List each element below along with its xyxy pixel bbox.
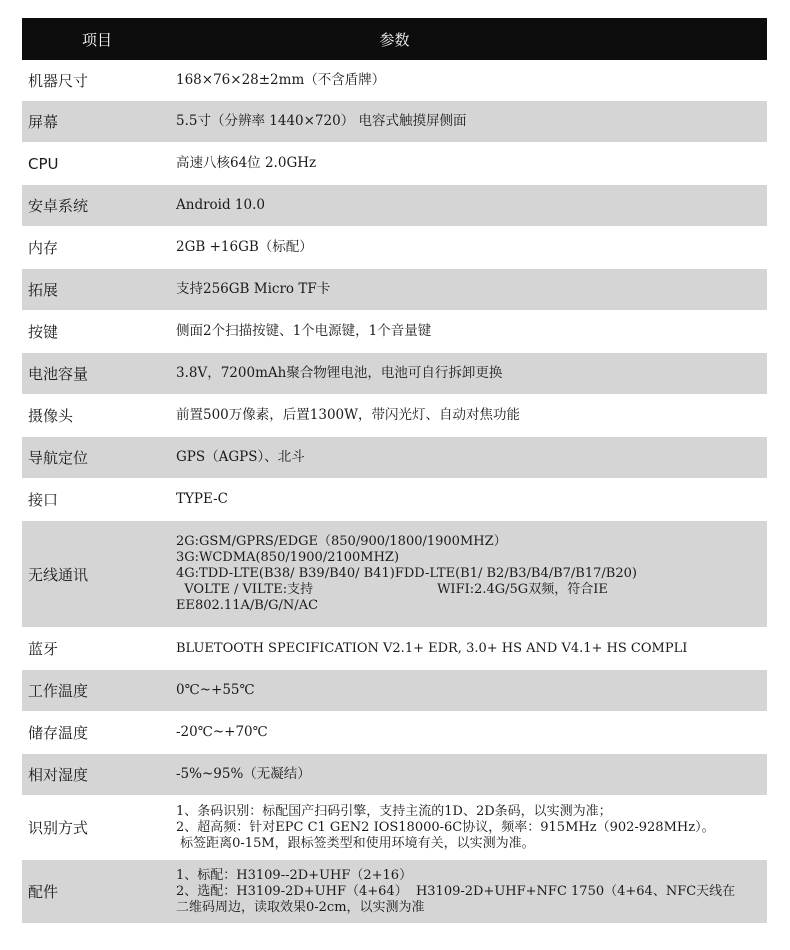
row-value: 0℃~+55℃ xyxy=(176,682,255,698)
table-row xyxy=(22,269,767,311)
row-label: 摄像头 xyxy=(28,407,74,425)
row-label: 识别方式 xyxy=(28,819,89,837)
row-value: 1、标配：H3109--2D+UHF（2+16） 2、选配：H3109-2D+UHF（4+64） H3109-2D+UHF+NFC 1750（4+64、NFC天线在 二维码周边，读取效果0-2cm，以实测为准 xyxy=(176,867,736,915)
row-label: 接口 xyxy=(28,491,59,509)
row-label: 电池容量 xyxy=(28,365,89,383)
row-label: 工作温度 xyxy=(28,682,89,700)
row-label: 内存 xyxy=(28,239,59,257)
table-row xyxy=(22,628,767,670)
row-label: 配件 xyxy=(28,883,59,901)
row-value: 3.8V，7200mAh聚合物锂电池，电池可自行拆卸更换 xyxy=(176,365,503,381)
row-value: 2G:GSM/GPRS/EDGE（850/900/1800/1900MHZ） 3G:WCDMA(850/1900/2100MHZ) 4G:TDD-LTE(B38/ B39/B40/ B41)FDD-LTE(B1/ B2/B3/B4/B7/B17/B20) VOLTE / VILTE:支持 WIFI:2.4G/5G双频，符合IE EE802.11A/B/G/N/AC xyxy=(176,534,637,613)
row-value: TYPE-C xyxy=(176,491,228,507)
table-row xyxy=(22,101,767,143)
row-label: CPU xyxy=(28,154,59,173)
row-value: 2GB +16GB（标配） xyxy=(176,239,313,255)
table-row xyxy=(22,185,767,227)
row-label: 相对湿度 xyxy=(28,766,89,784)
table-row xyxy=(22,227,767,269)
table-row xyxy=(22,754,767,796)
row-label: 安卓系统 xyxy=(28,197,89,215)
row-label: 导航定位 xyxy=(28,449,89,467)
table-row xyxy=(22,860,767,924)
table-row xyxy=(22,796,767,860)
table-row xyxy=(22,670,767,712)
table-row xyxy=(22,521,767,628)
row-value: 侧面2个扫描按键、1个电源键，1个音量键 xyxy=(176,323,432,339)
row-value: 5.5寸（分辨率 1440×720） 电容式触摸屏侧面 xyxy=(176,113,467,129)
row-value: 前置500万像素，后置1300W，带闪光灯、自动对焦功能 xyxy=(176,407,520,423)
row-label: 储存温度 xyxy=(28,724,89,742)
row-value: 高速八核64位 2.0GHz xyxy=(176,155,317,171)
table-row xyxy=(22,353,767,395)
row-value: 168×76×28±2mm（不含盾牌） xyxy=(176,71,386,88)
row-label: 机器尺寸 xyxy=(28,71,89,90)
row-value: -20℃~+70℃ xyxy=(176,724,268,740)
row-label: 无线通讯 xyxy=(28,565,89,584)
table-row xyxy=(22,60,767,101)
row-value: -5%~95%（无凝结） xyxy=(176,766,311,782)
table-row xyxy=(22,143,767,185)
table-row xyxy=(22,437,767,479)
header-param-label: 参数 xyxy=(379,30,410,49)
table-row xyxy=(22,311,767,353)
table-row xyxy=(22,479,767,521)
row-label: 按键 xyxy=(28,323,59,341)
row-value: 支持256GB Micro TF卡 xyxy=(176,281,331,297)
row-label: 屏幕 xyxy=(28,113,59,131)
header-item-label: 项目 xyxy=(81,30,112,49)
row-value: BLUETOOTH SPECIFICATION V2.1+ EDR, 3.0+ HS AND V4.1+ HS COMPLI xyxy=(176,640,688,656)
table-header xyxy=(22,18,767,60)
row-value: 1、条码识别：标配国产扫码引擎，支持主流的1D、2D条码，以实测为准； 2、超高频：针对EPC C1 GEN2 IOS18000-6C协议，频率：915MHz（902-928MHz）。 标签距离0-15M，跟标签类型和使用环境有关，以实测为准。 xyxy=(176,803,715,851)
table-row xyxy=(22,712,767,754)
row-label: 蓝牙 xyxy=(28,640,59,658)
row-label: 拓展 xyxy=(28,281,59,299)
row-value: Android 10.0 xyxy=(176,197,265,213)
table-row xyxy=(22,395,767,437)
row-value: GPS（AGPS）、北斗 xyxy=(176,449,305,465)
spec-table xyxy=(22,18,767,924)
